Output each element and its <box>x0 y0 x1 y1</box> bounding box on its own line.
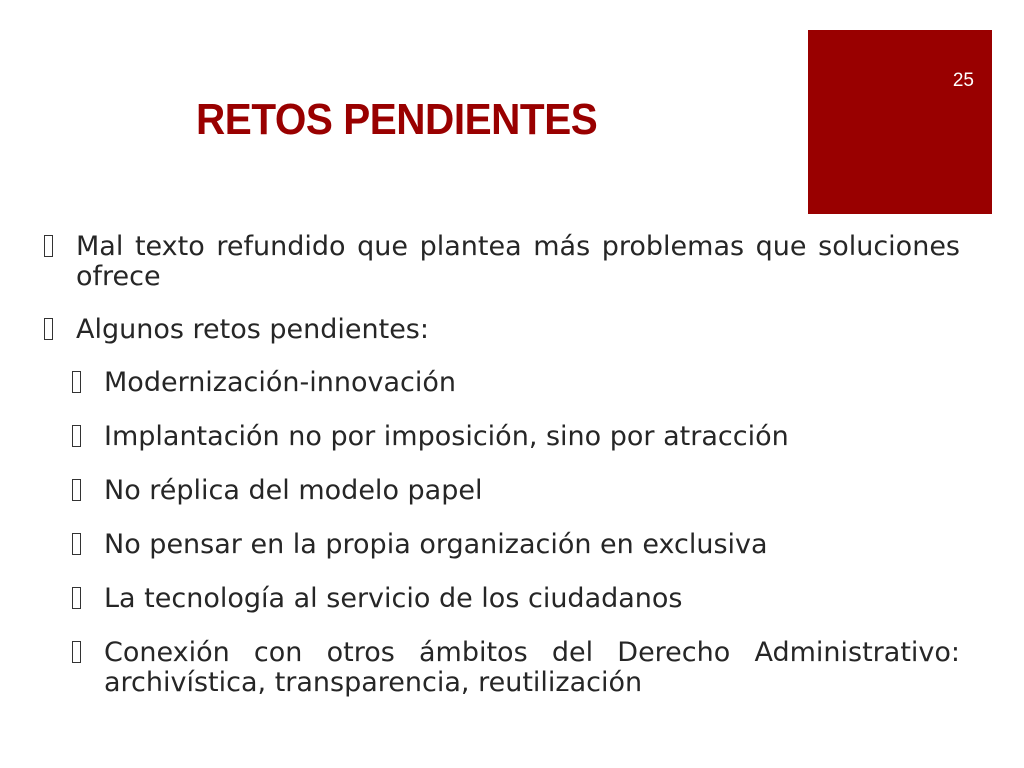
bullet-icon <box>72 479 81 501</box>
bullet-text: No pensar en la propia organización en exclusiva <box>104 529 768 560</box>
bullet-text: Algunos retos pendientes: <box>76 314 429 345</box>
bullet-text: La tecnología al servicio de los ciudadanos <box>104 583 683 614</box>
bullet-icon <box>72 587 81 609</box>
bullet-text: No réplica del modelo papel <box>104 475 483 506</box>
bullet-item <box>44 232 960 292</box>
bullet-item <box>44 315 960 345</box>
bullet-icon <box>72 641 81 663</box>
bullet-text: Modernización-innovación <box>104 367 456 398</box>
bullet-icon <box>72 425 81 447</box>
accent-box <box>808 30 992 214</box>
sub-bullet-item <box>72 368 960 398</box>
bullet-list <box>44 232 960 722</box>
sub-bullet-item <box>72 530 960 560</box>
bullet-text: Conexión con otros ámbitos del Derecho Administrativo: archivística, transparencia, reutilización <box>104 637 960 698</box>
sub-bullet-item <box>72 638 960 698</box>
bullet-text: Mal texto refundido que plantea más problemas que soluciones ofrece <box>76 231 960 292</box>
slide-number: 25 <box>952 70 974 91</box>
bullet-icon <box>72 371 81 393</box>
slide-title: RETOS PENDIENTES <box>196 95 598 144</box>
bullet-icon <box>72 533 81 555</box>
sub-bullet-item <box>72 422 960 452</box>
bullet-icon <box>44 235 53 257</box>
sub-bullet-item <box>72 584 960 614</box>
sub-bullet-item <box>72 476 960 506</box>
bullet-icon <box>44 318 53 340</box>
bullet-text: Implantación no por imposición, sino por atracción <box>104 421 789 452</box>
